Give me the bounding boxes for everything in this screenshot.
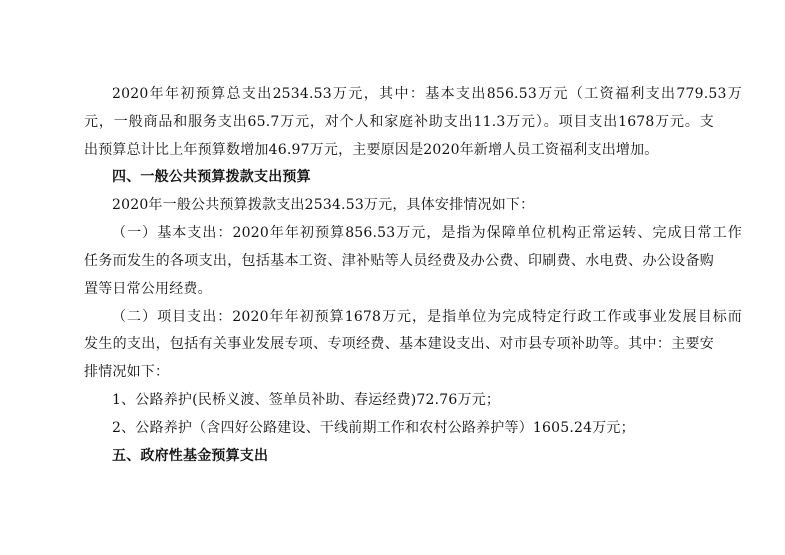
list-item: 2、公路养护（含四好公路建设、干线前期工作和农村公路养护等）1605.24万元；: [112, 420, 635, 436]
paragraph-line: （二）项目支出：2020年年初预算1678万元，是指单位为完成特定行政工作或事业发展目标而: [112, 309, 742, 325]
paragraph-line: 任务而发生的各项支出，包括基本工资、津补贴等人员经费及办公费、印刷费、水电费、办公设备购: [84, 253, 714, 269]
paragraph-line: 出预算总计比上年预算数增加46.97万元，主要原因是2020年新增人员工资福利支出增加。: [84, 142, 659, 158]
section-heading: 五、政府性基金预算支出: [112, 448, 269, 464]
paragraph-line: 发生的支出，包括有关事业发展专项、专项经费、基本建设支出、对市县专项补助等。其中：主要安: [84, 336, 714, 352]
paragraph-line: 置等日常公用经费。: [84, 281, 212, 297]
paragraph-line: 元，一般商品和服务支出65.7万元，对个人和家庭补助支出11.3万元）。项目支出1678万元。支: [84, 114, 714, 130]
paragraph-line: 2020年一般公共预算拨款支出2534.53万元，具体安排情况如下：: [112, 197, 535, 213]
paragraph-line: 排情况如下：: [84, 364, 170, 380]
paragraph-line: 2020年年初预算总支出2534.53万元，其中：基本支出856.53万元（工资福利支出779.53万: [112, 86, 742, 102]
list-item: 1、公路养护(民桥义渡、签单员补助、春运经费)72.76万元；: [112, 392, 501, 408]
paragraph-line: （一）基本支出：2020年年初预算856.53万元，是指为保障单位机构正常运转、完成日常工作: [112, 225, 742, 241]
section-heading: 四、一般公共预算拨款支出预算: [112, 169, 311, 185]
